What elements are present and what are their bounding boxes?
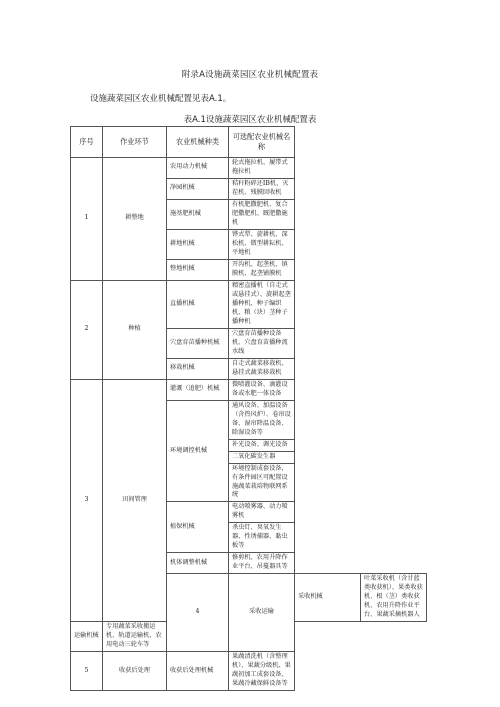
options-cell: 秸秆粉碎还IB机、灭茬机、残膜回收机 — [229, 178, 295, 199]
appendix-title: 附录A设施蔬菜园区农业机械配置表 — [181, 70, 319, 80]
options-cell: 铧式犁、旋耕机、深松机、微型耕耘机、平地机 — [229, 229, 295, 259]
intro-paragraph: 设施蔬菜园区农业机械配置见表A.1。 — [90, 94, 232, 104]
type-cell: 采收机械 — [295, 574, 361, 622]
type-cell: 耕地机械 — [167, 229, 229, 259]
seq-cell: 1 — [71, 158, 103, 281]
type-cell: 直播机械 — [167, 280, 229, 328]
table-header-row — [71, 127, 427, 158]
stage-cell: 耕整地 — [103, 158, 167, 281]
type-cell: 施基肥机械 — [167, 199, 229, 229]
type-cell: 净园机械 — [167, 178, 229, 199]
stage-cell: 收获后处理 — [103, 652, 167, 691]
options-cell: 轮式拖拉机、履带式拖拉机 — [229, 158, 295, 179]
type-cell: 机体调整机械 — [167, 553, 229, 574]
seq-cell: 3 — [71, 379, 103, 622]
options-cell: 环境控制成套设备，有条件园区可配置设施蔬菜栽培物联网系统 — [229, 463, 295, 502]
seq-cell: 2 — [71, 280, 103, 379]
stage-cell: 种植 — [103, 280, 167, 379]
type-cell: 穴盘育苗播种机械 — [167, 328, 229, 358]
type-cell: 植保机械 — [167, 502, 229, 553]
table-row — [71, 158, 427, 179]
table-row — [71, 379, 427, 400]
header-type: 农业机械种类 — [167, 127, 229, 158]
options-cell: 有机肥撒肥机、复合肥撒肥机、厩肥撒施机 — [229, 199, 295, 229]
type-cell: 收获后处理机械 — [167, 652, 229, 691]
header-seq: 序号 — [71, 127, 103, 158]
header-stage: 作业环节 — [103, 127, 167, 158]
options-cell: 开沟机、起垄机、镇膜机、起垄铺膜机 — [229, 259, 295, 280]
stage-cell: 田间管理 — [103, 379, 167, 622]
options-cell: 果蔬清洗机（含整理机）、果蔬分级机、果蔬初加工成套设备、果蔬冷藏保鲜设备等 — [229, 652, 295, 691]
options-cell: 电动喷雾器、动力喷雾机 — [229, 502, 295, 523]
seq-cell: 4 — [167, 574, 229, 652]
options-cell: 专用蔬菜采收搬运机、轨道运输机、农用电动三轮车等 — [103, 622, 167, 652]
options-cell: 精密直播机（自走式或悬挂式）、旋耕起垄播种机、种子编织机，粮（块）茎种子播种机 — [229, 280, 295, 328]
options-cell: 微喷灌设备、滴灌设备或水肥一体设备 — [229, 379, 295, 400]
table-row — [71, 652, 427, 691]
stage-cell: 采收运输 — [229, 574, 295, 652]
options-cell: 叶菜采收机（含甘蓝类收获机）、果类收获机、根（茎）类收获机、农用升降作业平台、果蔬采摘机器人 — [361, 574, 427, 622]
type-cell: 移栽机械 — [167, 358, 229, 379]
options-cell: 补光设备、调光设备 — [229, 439, 295, 451]
options-cell: 二氧化碳发生器 — [229, 451, 295, 463]
options-cell: 通风设备、加温设备（含热风炉）、卷帘设备、湿帘降温设备、除湿设备等 — [229, 400, 295, 439]
table-caption: 表A.1设施蔬菜园区农业机械配置表 — [183, 115, 317, 125]
type-cell: 整地机械 — [167, 259, 229, 280]
type-cell: 环境调控机械 — [167, 400, 229, 502]
table-row — [71, 280, 427, 328]
type-cell: 农用动力机械 — [167, 158, 229, 179]
machinery-table — [70, 126, 427, 691]
type-cell: 灌溉（追肥）机械 — [167, 379, 229, 400]
options-cell: 杀虫灯、臭氧发生器、性诱捕器、黏虫板等 — [229, 523, 295, 553]
seq-cell: 5 — [71, 652, 103, 691]
options-cell: 修剪机、农用升降作业平台、吊蔓器具等 — [229, 553, 295, 574]
type-cell: 运输机械 — [71, 622, 103, 652]
options-cell: 穴盘育苗播种设备机、穴盘育苗播种流水线 — [229, 328, 295, 358]
header-options: 可选配农业机械名称 — [229, 127, 295, 158]
options-cell: 自走式蔬菜移栽机、悬挂式蔬菜移栽机 — [229, 358, 295, 379]
